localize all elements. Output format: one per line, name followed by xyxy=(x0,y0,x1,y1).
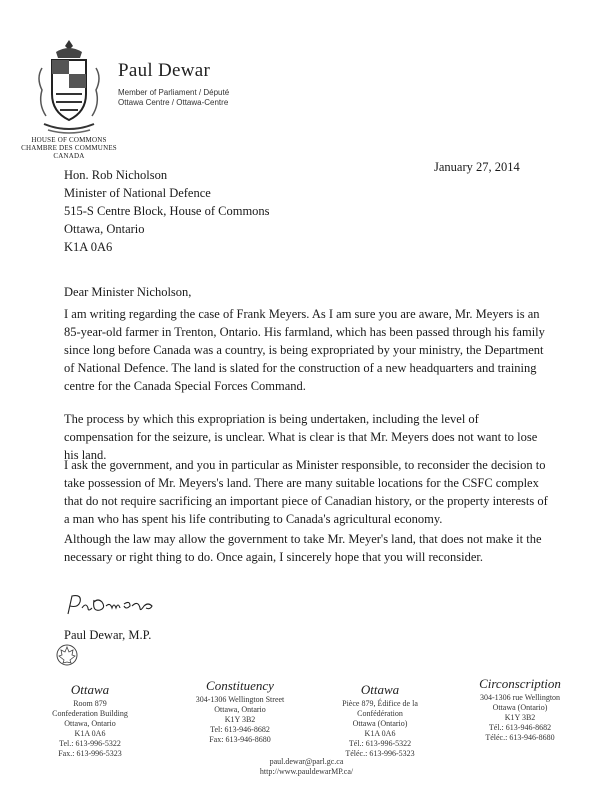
office-line: Tel: 613-946-8682 xyxy=(210,725,270,734)
coat-of-arms-icon xyxy=(34,38,104,138)
office-line: Fax.: 613-996-5323 xyxy=(58,749,122,758)
paragraph-1: I am writing regarding the case of Frank Meyers. As I am sure you are aware, Mr. Meyers is an 85-year-old farmer in Trenton, Ontario. His farmland, which has been passed through his family since long before Canada was a country, is being expropriated by your ministry, the Department of National Defence. The land is slated for the construction of a new headquarters and training centre for the Canada Special Forces Command. xyxy=(64,307,545,393)
office-line: K1A 0A6 xyxy=(74,729,106,738)
footer-url: http://www.pauldewarMP.ca/ xyxy=(259,767,354,776)
office-heading: Circonscription xyxy=(479,676,561,691)
office-line: Confederation Building xyxy=(52,709,128,718)
office-line: Fax: 613-946-8680 xyxy=(209,735,271,744)
house-en: HOUSE OF COMMONS xyxy=(31,136,107,144)
office-line: Tél.: 613-996-5322 xyxy=(348,739,412,748)
maple-leaf-seal-icon xyxy=(56,644,78,666)
office-ottawa-en xyxy=(40,682,140,759)
office-line: Ottawa, Ontario xyxy=(214,705,266,714)
title-line-1: Member of Parliament / Député xyxy=(118,88,230,97)
house-fr: CHAMBRE DES COMMUNES xyxy=(21,144,117,152)
office-constituency-en xyxy=(180,678,300,745)
office-line: Téléc.: 613-996-5323 xyxy=(345,749,415,758)
office-line: 304-1306 Wellington Street xyxy=(195,695,285,704)
office-circonscription-fr xyxy=(460,676,580,743)
office-line: Ottawa, Ontario xyxy=(64,719,116,728)
handwritten-signature xyxy=(64,592,164,618)
title-line-2: Ottawa Centre / Ottawa-Centre xyxy=(118,98,229,107)
office-line: K1A 0A6 xyxy=(364,729,396,738)
letterhead-title xyxy=(118,88,229,108)
office-line: Tel.: 613-996-5322 xyxy=(59,739,121,748)
house-of-commons-label xyxy=(14,136,124,160)
office-ottawa-fr xyxy=(325,682,435,759)
office-line: Room 879 xyxy=(73,699,107,708)
salutation: Dear Minister Nicholson, xyxy=(64,285,192,299)
recipient-line: 515-S Centre Block, House of Commons xyxy=(64,204,270,218)
recipient-line: Minister of National Defence xyxy=(64,186,211,200)
office-heading: Ottawa xyxy=(70,682,110,697)
office-line: K1Y 3B2 xyxy=(224,715,256,724)
recipient-address xyxy=(64,166,270,256)
signer-name: Paul Dewar, M.P. xyxy=(64,628,152,642)
office-line: Téléc.: 613-946-8680 xyxy=(485,733,555,742)
recipient-line: K1A 0A6 xyxy=(64,240,113,254)
recipient-line: Ottawa, Ontario xyxy=(64,222,145,236)
office-heading: Ottawa xyxy=(360,682,400,697)
office-line: Pièce 879, Édifice de la xyxy=(342,699,418,708)
letterhead-name: Paul Dewar xyxy=(118,60,211,81)
office-line: Tél.: 613-946-8682 xyxy=(488,723,552,732)
country: CANADA xyxy=(53,152,85,160)
office-line: Ottawa (Ontario) xyxy=(492,703,548,712)
office-heading: Constituency xyxy=(206,678,274,693)
footer-email: paul.dewar@parl.gc.ca xyxy=(269,757,344,766)
paragraph-2: The process by which this expropriation is being undertaken, including the level of compensation for the seizure, is unclear. What is clear is that Mr. Meyers does not want to lose his land. xyxy=(64,412,538,462)
paragraph-3: I ask the government, and you in particular as Minister responsible, to reconsider the decision to take possession of Mr. Meyers's land. There are many suitable locations for the CSFC complex that do not require sacrificing an important piece of Canadian history, or the property interests of a man who has spent his life contributing to Canada's agricultural economy. xyxy=(64,458,548,526)
letter-date: January 27, 2014 xyxy=(434,160,520,174)
office-line: Ottawa (Ontario) xyxy=(352,719,408,728)
recipient-line: Hon. Rob Nicholson xyxy=(64,168,168,182)
paragraph-4: Although the law may allow the government to take Mr. Meyer's land, that does not make it the necessary or right thing to do. Once again, I sincerely hope that you will reconsider. xyxy=(64,532,542,564)
office-line: Confédération xyxy=(357,709,403,718)
office-line: 304-1306 rue Wellington xyxy=(479,693,561,702)
office-line: K1Y 3B2 xyxy=(504,713,536,722)
